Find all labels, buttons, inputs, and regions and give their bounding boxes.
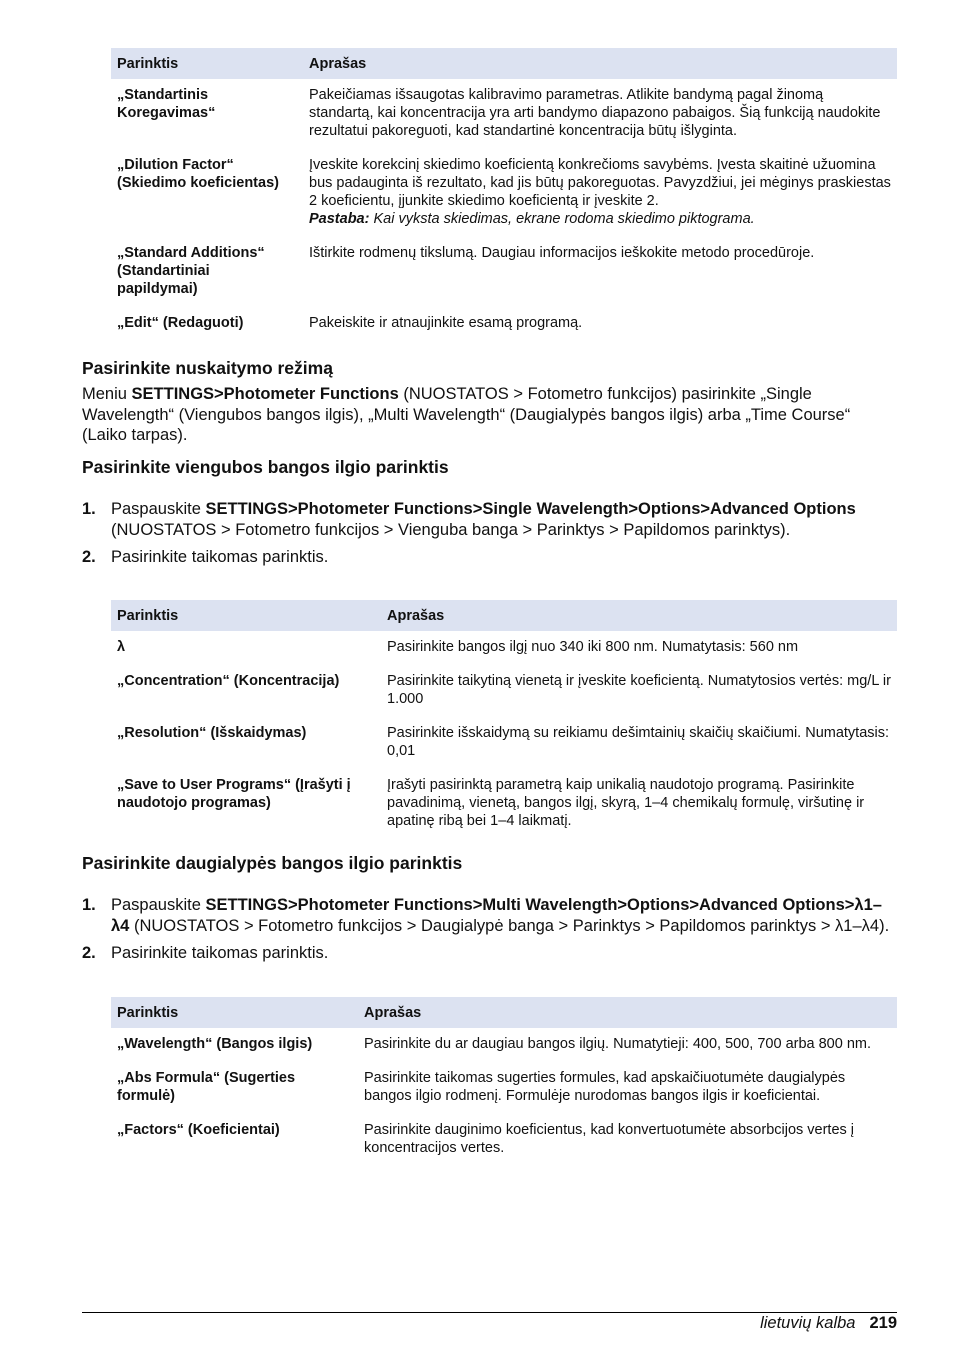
- table-header-row: [111, 997, 897, 1028]
- step-text: (NUOSTATOS > Fotometro funkcijos > Daugialypė banga > Parinktys > Papildomos parinktys > λ1–λ4).: [129, 916, 890, 935]
- step-number: 2.: [82, 548, 96, 566]
- step-item: [82, 499, 897, 540]
- options-table-single-wavelength: [111, 600, 897, 839]
- option-name: „Factors“ (Koeficientai): [117, 1122, 280, 1138]
- option-name: „Standartinis Koregavimas“: [117, 87, 216, 121]
- note-label: Pastaba:: [309, 211, 370, 227]
- step-text: (NUOSTATOS > Fotometro funkcijos > Vienguba banga > Parinktys > Papildomos parinktys).: [111, 520, 791, 539]
- step-number: 1.: [82, 500, 96, 518]
- section-heading-multi-wavelength: Pasirinkite daugialypės bangos ilgio parinktis: [82, 853, 463, 873]
- menu-path: SETTINGS>Photometer Functions>Multi Wavelength>Options>Advanced Options>λ1–λ4: [111, 896, 882, 935]
- option-description: Pakeičiamas išsaugotas kalibravimo parametras. Atlikite bandymą pagal žinomą standartą, kai koncentracija yra arti bandymo diapazono pabaigos. Šią funkciją naudokite rezultatui pakoreguoti, kad standartinė koncentracija būtų išlyginta.: [309, 87, 881, 139]
- column-header-option: Parinktis: [111, 997, 358, 1028]
- table-row: [111, 769, 897, 839]
- table-row: [111, 631, 897, 665]
- option-description: Pasirinkite bangos ilgį nuo 340 iki 800 nm. Numatytasis: 560 nm: [387, 639, 799, 655]
- section-heading-single-wavelength: Pasirinkite viengubos bangos ilgio parinktis: [82, 457, 449, 477]
- option-description: Įrašyti pasirinktą parametrą kaip unikalią naudotojo programą. Pasirinkite pavadinimą, vienetą, bangos ilgį, skyrą, 1–4 chemikalų formulę, viršutinę ir apatinę ribą bei 1–4 laikmatį.: [387, 777, 865, 829]
- option-description: Įveskite korekcinį skiedimo koeficientą konkrečioms savybėms. Įvesta skaitinė užuomina bus padauginta iš rezultato, kad jis būtų pakoreguotas. Pavyzdžiui, jei mėginys praskiestas 2 koeficientu, įjunkite skiedimo koeficientą ir įveskite 2.: [309, 157, 891, 209]
- footer-language: lietuvių kalba: [760, 1314, 856, 1332]
- option-name: λ: [117, 639, 126, 655]
- paragraph-text: Meniu: [82, 385, 132, 403]
- step-item: [82, 895, 897, 936]
- column-header-option: Parinktis: [111, 48, 303, 79]
- option-name: „Standard Additions“ (Standartiniai papildymai): [117, 245, 265, 297]
- single-wavelength-steps: [82, 499, 897, 575]
- page-number: 219: [869, 1314, 897, 1332]
- option-name: „Abs Formula“ (Sugerties formulė): [117, 1070, 296, 1104]
- option-description: Pakeiskite ir atnaujinkite esamą programą.: [309, 315, 583, 331]
- option-name: „Concentration“ (Koncentracija): [117, 673, 340, 689]
- option-name: „Edit“ (Redaguoti): [117, 315, 244, 331]
- step-text: Pasirinkite taikomas parinktis.: [111, 944, 329, 962]
- table-header-row: [111, 48, 897, 79]
- menu-path: SETTINGS>Photometer Functions: [131, 385, 399, 403]
- step-text: Pasirinkite taikomas parinktis.: [111, 548, 329, 566]
- option-description: Pasirinkite taikomas sugerties formules, kad apskaičiuotumėte daugialypės bangos ilgio rodmenį. Formulėje nurodomas bangos ilgis ir koeficientai.: [364, 1070, 846, 1104]
- step-text: Paspauskite: [111, 500, 206, 518]
- table-row: [111, 665, 897, 717]
- section-heading-scan-mode: Pasirinkite nuskaitymo režimą: [82, 358, 333, 378]
- column-header-description: Aprašas: [303, 48, 897, 79]
- options-table-multi-wavelength: [111, 997, 897, 1166]
- table-row: [111, 1114, 897, 1166]
- step-number: 2.: [82, 944, 96, 962]
- step-text: Paspauskite: [111, 896, 206, 914]
- note-text: Kai vyksta skiedimas, ekrane rodoma skiedimo piktograma.: [373, 211, 755, 227]
- option-description: Ištirkite rodmenų tikslumą. Daugiau informacijos ieškokite metodo procedūroje.: [309, 245, 815, 261]
- table-row: [111, 717, 897, 769]
- column-header-description: Aprašas: [381, 600, 897, 631]
- page-footer: [760, 1313, 897, 1333]
- option-name: „Dilution Factor“ (Skiedimo koeficientas): [117, 157, 279, 191]
- table-row: [111, 149, 897, 237]
- option-name: „Wavelength“ (Bangos ilgis): [117, 1036, 313, 1052]
- option-description-cell: [303, 149, 897, 237]
- menu-path: SETTINGS>Photometer Functions>Single Wavelength>Options>Advanced Options: [205, 500, 856, 518]
- option-description: Pasirinkite dauginimo koeficientus, kad konvertuotumėte absorbcijos vertes į koncentracijos vertes.: [364, 1122, 855, 1156]
- column-header-description: Aprašas: [358, 997, 897, 1028]
- column-header-option: Parinktis: [111, 600, 381, 631]
- step-item: [82, 943, 897, 964]
- table-row: [111, 1062, 897, 1114]
- step-number: 1.: [82, 896, 96, 914]
- multi-wavelength-steps: [82, 895, 897, 971]
- table-header-row: [111, 600, 897, 631]
- option-description: Pasirinkite du ar daugiau bangos ilgių. Numatytieji: 400, 500, 700 arba 800 nm.: [364, 1036, 872, 1052]
- option-description: Pasirinkite išskaidymą su reikiamu dešimtainių skaičių skaičiumi. Numatytasis: 0,01: [387, 725, 890, 759]
- option-description: Pasirinkite taikytiną vienetą ir įveskite koeficientą. Numatytosios vertės: mg/L ir 1.000: [387, 673, 891, 707]
- scan-mode-paragraph: [82, 384, 897, 446]
- table-row: [111, 307, 897, 341]
- options-table-general: [111, 48, 897, 341]
- table-row: [111, 1028, 897, 1062]
- table-row: [111, 79, 897, 149]
- table-row: [111, 237, 897, 307]
- option-name: „Save to User Programs“ (Įrašyti į naudotojo programas): [117, 777, 351, 811]
- paragraph-text: (NUOSTATOS > Fotometro funkcijos) pasirinkite „Single Wavelength“ (Viengubos bangos ilgis), „Multi Wavelength“ (Daugialypės bangos ilgis) arba „Time Course“ (Laiko tarpas).: [82, 385, 851, 444]
- option-name: „Resolution“ (Išskaidymas): [117, 725, 307, 741]
- step-item: [82, 547, 897, 568]
